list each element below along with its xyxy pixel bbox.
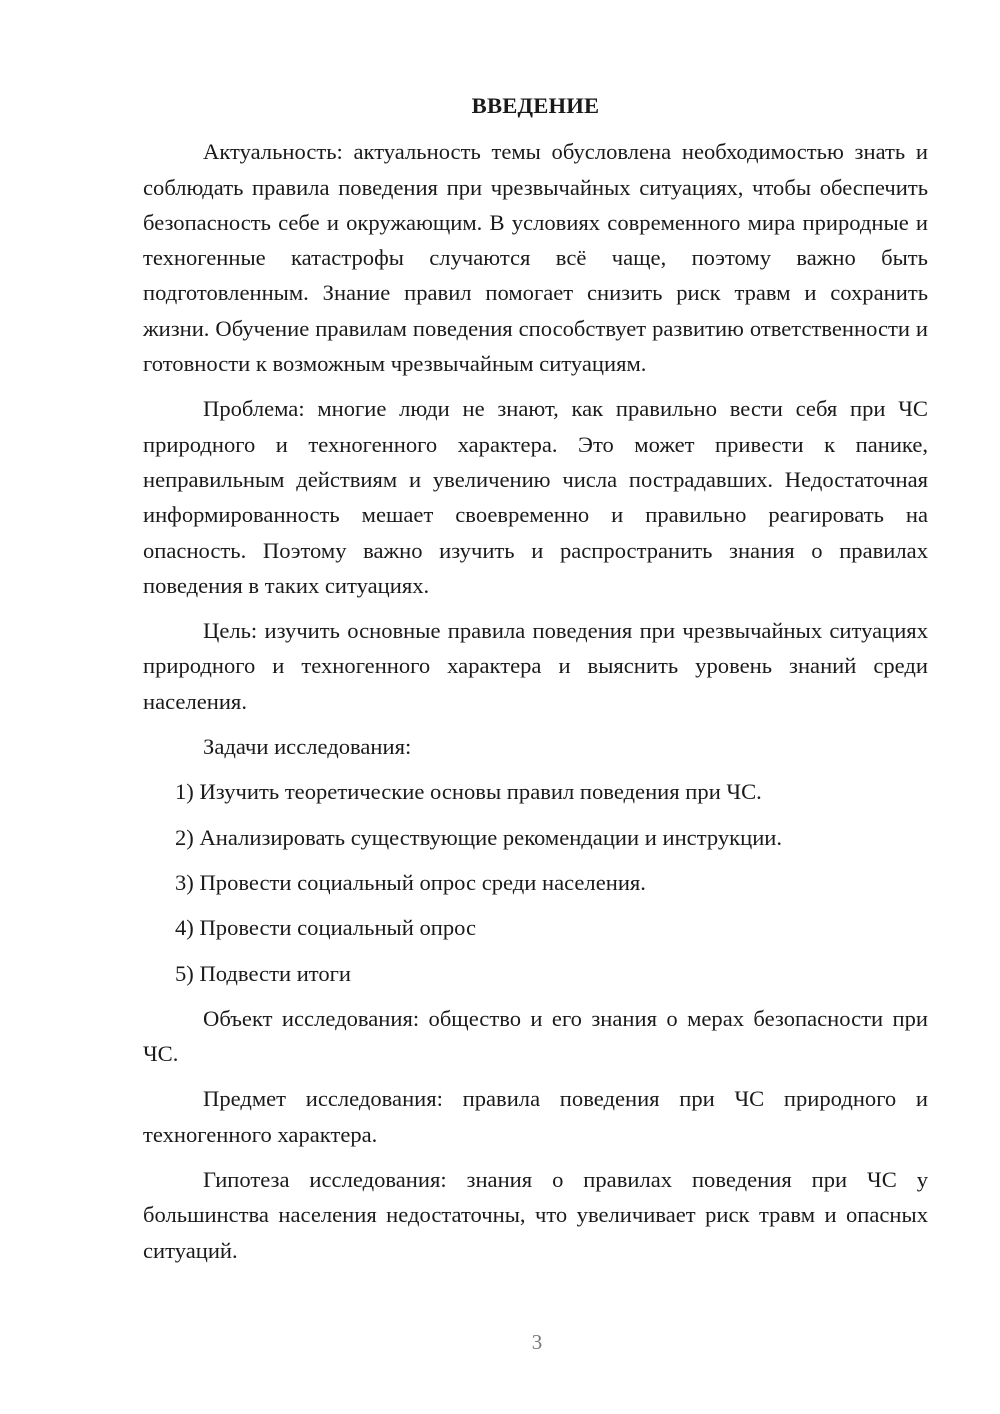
tasks-list bbox=[143, 774, 928, 990]
tasks-heading: Задачи исследования: bbox=[203, 734, 412, 760]
hypothesis-paragraph: Гипотеза исследования: знания о правилах поведения при ЧС у большинства населения недостаточны, что увеличивает риск травм и опасных ситуаций. bbox=[143, 1167, 928, 1263]
task-item-5: 5) Подвести итоги bbox=[175, 960, 352, 986]
relevance-paragraph: Актуальность: актуальность темы обусловлена необходимостью знать и соблюдать правила поведения при чрезвычайных ситуациях, чтобы обеспечить безопасность себе и окружающим. В условиях современного мира природные и техногенные катастрофы случаются всё чаще, поэтому важно быть подготовленным. Знание правил помогает снизить риск травм и сохранить жизни. Обучение правилам поведения способствует развитию ответственности и готовности к возможным чрезвычайным ситуациям. bbox=[143, 139, 928, 377]
task-item-3: 3) Провести социальный опрос среди населения. bbox=[175, 869, 646, 895]
subject-paragraph: Предмет исследования: правила поведения при ЧС природного и техногенного характера. bbox=[143, 1086, 928, 1147]
problem-paragraph: Проблема: многие люди не знают, как правильно вести себя при ЧС природного и техногенного характера. Это может привести к панике, неправильным действиям и увеличению числа пострадавших. Недостаточная информированность мешает своевременно и правильно реагировать на опасность. Поэтому важно изучить и распространить знания о правилах поведения в таких ситуациях. bbox=[143, 396, 928, 598]
document-title: ВВЕДЕНИЕ bbox=[471, 93, 600, 118]
page-number: 3 bbox=[531, 1330, 543, 1354]
page-content bbox=[143, 88, 928, 1278]
object-paragraph: Объект исследования: общество и его знания о мерах безопасности при ЧС. bbox=[143, 1005, 928, 1067]
goal-paragraph: Цель: изучить основные правила поведения при чрезвычайных ситуациях природного и техногенного характера и выяснить уровень знаний среди населения. bbox=[143, 618, 928, 714]
task-item-4: 4) Провести социальный опрос bbox=[175, 915, 477, 941]
task-item-1: 1) Изучить теоретические основы правил поведения при ЧС. bbox=[175, 779, 762, 805]
task-item-2: 2) Анализировать существующие рекомендации и инструкции. bbox=[175, 824, 783, 850]
